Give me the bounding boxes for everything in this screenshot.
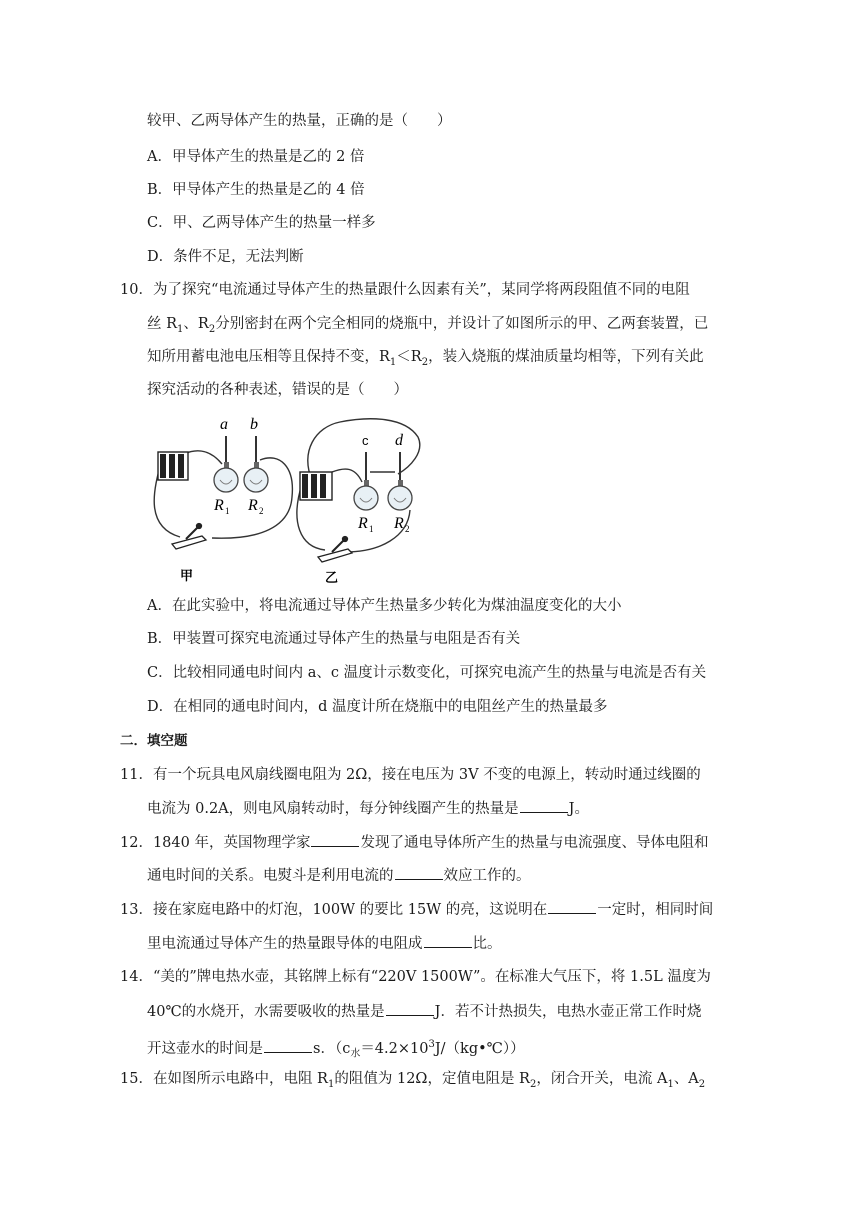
battery-yi-icon [300,472,332,500]
q10-line3: 知所用蓄电池电压相等且保持不变，$R_1<R_2$，装入烧瓶的煤油质量均相等，下列有关此 [147,349,704,368]
label-a: a [220,416,228,433]
q9-option-a: A．甲导体产生的热量是乙的 2 倍 [147,149,365,165]
label-jia: 甲 [180,568,194,583]
answer-blank[interactable] [548,899,596,914]
yi-wire-top [308,419,420,480]
label-yi-r2: R [394,515,404,532]
q10-option-c: C．比较相同通电时间内 a、c 温度计示数变化，可探究电流产生的热量与电流是否有关 [147,665,707,681]
q9-option-c: C．甲、乙两导体产生的热量一样多 [147,215,376,231]
label-yi-r: R [358,515,368,532]
q10-line2: 丝 $R_1$、$R_2$分别密封在两个完全相同的烧瓶中，并设计了如图所示的甲、乙两套装置，已 [147,316,709,335]
label-jia-r-sub1: 1 [225,506,230,516]
q11-line1: 11．有一个玩具电风扇线圈电阻为 2Ω，接在电压为 3V 不变的电源上，转动时通过线圈的 [120,767,701,783]
q10-option-a: A．在此实验中，将电流通过导体产生热量多少转化为煤油温度变化的大小 [147,598,622,614]
label-d: d [395,432,403,449]
q13-line1: 13．接在家庭电路中的灯泡，100W 的要比 15W 的亮，这说明在 一定时，相同时间 [120,899,713,920]
label-yi-r-sub2: 2 [405,524,410,534]
q12-line2: 通电时间的关系。电熨斗是利用电流的 效应工作的。 [147,865,531,886]
jia-wire-battery-bulb [184,451,222,464]
answer-blank[interactable] [395,865,443,880]
label-yi-r-sub1: 1 [369,524,374,534]
q11-line2: 电流为 0.2A，则电风扇转动时，每分钟线圈产生的热量是 J。 [147,798,589,819]
answer-blank[interactable] [264,1038,312,1053]
q9-option-d: D．条件不足，无法判断 [147,249,304,265]
yi-wire-battery-bulb [332,469,362,482]
q10-line4: 探究活动的各种表述，错误的是（ ） [147,382,408,398]
label-jia-r-sub2: 2 [259,506,264,516]
answer-blank[interactable] [311,832,359,847]
q14-line3: 开这壶水的时间是 s．$(c_水=4.2\times 10^3J/(kg•℃))$ [147,1039,525,1060]
answer-blank[interactable] [520,798,568,813]
q10-line1: 10．为了探究“电流通过导体产生的热量跟什么因素有关”，某同学将两段阻值不同的电阻 [120,282,690,298]
q9-stem-tail: 较甲、乙两导体产生的热量，正确的是（ ） [147,113,452,129]
label-yi: 乙 [325,570,339,585]
q12-line1: 12．1840 年，英国物理学家 发现了通电导体所产生的热量与电流强度、导体电阻和 [120,832,708,853]
answer-blank[interactable] [386,1001,434,1016]
label-c: c [362,433,369,448]
q10-option-b: B．甲装置可探究电流通过导体产生的热量与电阻是否有关 [147,631,521,647]
q10-number: 10． [120,282,153,298]
q14-line2: 40℃的水烧开，水需要吸收的热量是 J．若不计热损失，电热水壶正常工作时烧 [147,1001,701,1022]
answer-blank[interactable] [424,933,472,948]
q15-line1: 15．在如图所示电路中，电阻 $R_1$的阻值为 12Ω，定值电阻是 $R_2$，闭合开关，电流 $A_1$、$A_2$ [120,1071,706,1090]
q13-line2: 里电流通过导体产生的热量跟导体的电阻成 比。 [147,933,502,954]
q9-option-b: B．甲导体产生的热量是乙的 4 倍 [147,182,365,198]
label-b: b [250,416,258,433]
flask-yi-r2-icon [388,452,412,510]
circuit-figure [140,412,440,587]
flask-jia-r2-icon [244,436,268,492]
q14-line1: 14．“美的”牌电热水壶，其铭牌上标有“220V 1500W”。在标准大气压下，将 1.5L 温度为 [120,969,711,985]
flask-jia-r1-icon [214,436,238,492]
label-jia-r: R [214,497,224,514]
q10-option-d: D．在相同的通电时间内，d 温度计所在烧瓶中的电阻丝产生的热量最多 [147,699,608,715]
label-jia-r2: R [248,497,258,514]
section-title: 二．填空题 [120,733,188,749]
battery-jia-icon [158,452,188,480]
flask-yi-r1-icon [354,452,378,510]
